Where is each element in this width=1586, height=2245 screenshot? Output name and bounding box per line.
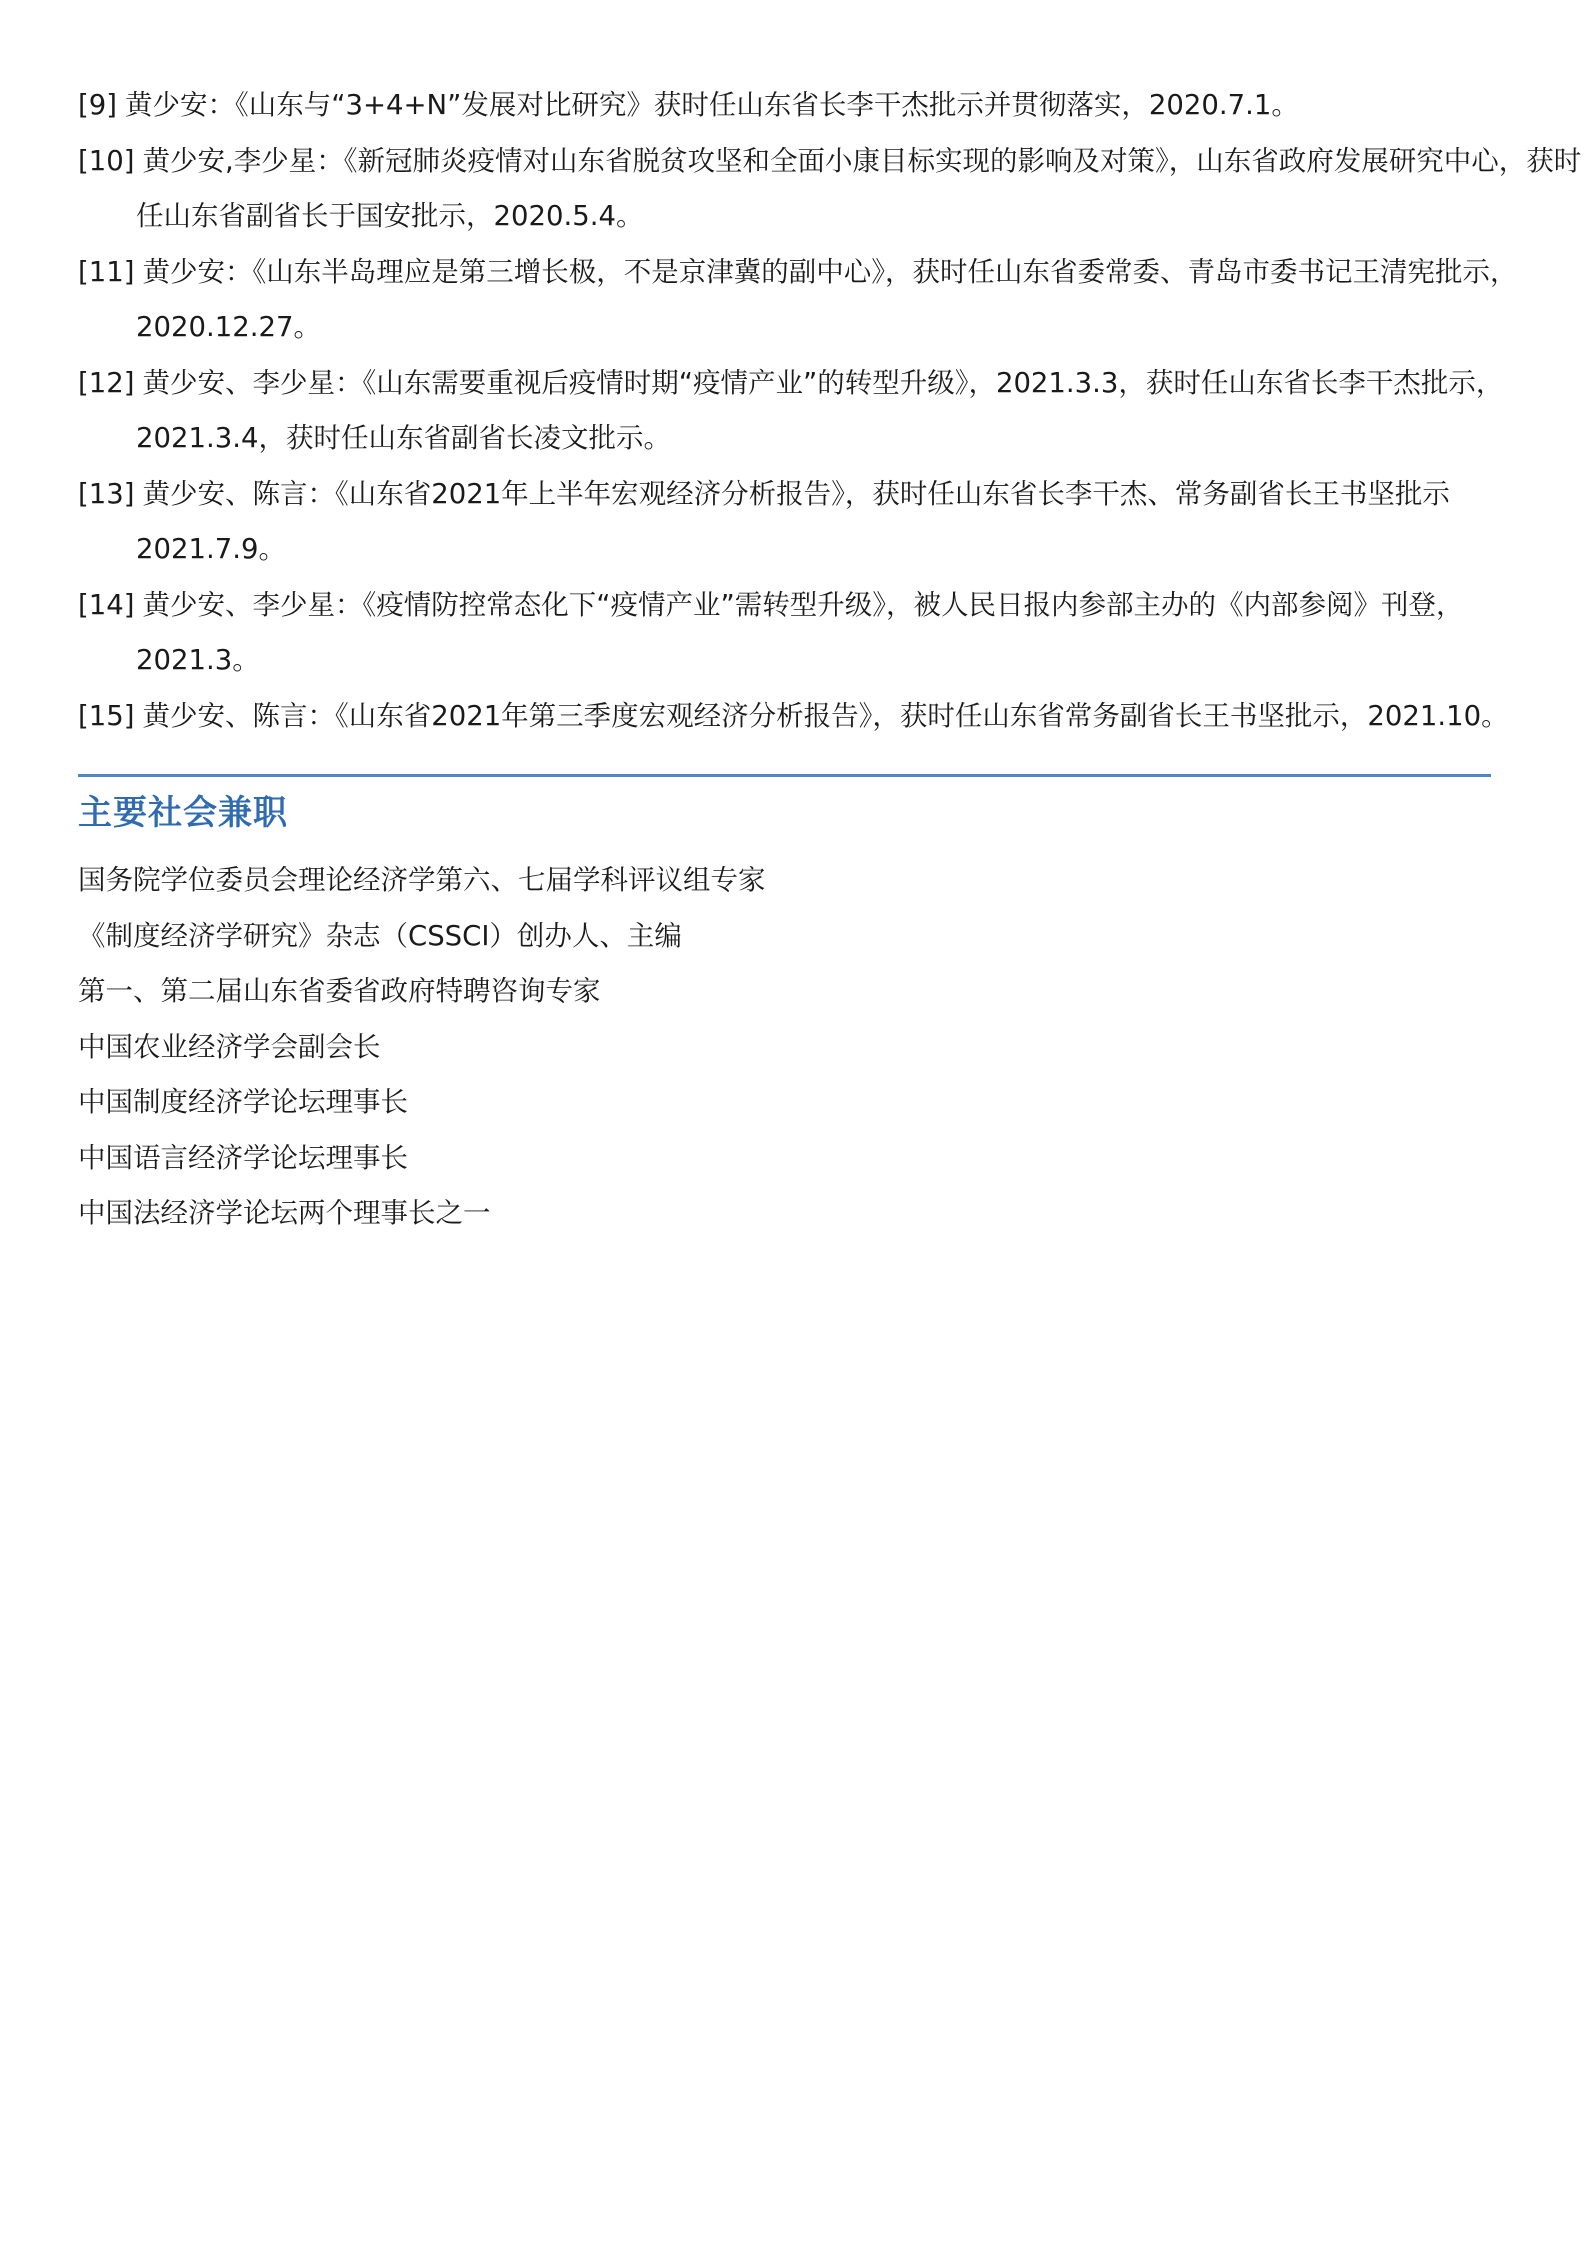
reference-number: [13] [78,477,135,510]
reference-text: 黄少安、陈言：《山东省2021年上半年宏观经济分析报告》，获时任山东省长李干杰、常务副省长王书坚批示2021.7.9。 [136,477,1450,565]
reference-text: 黄少安、李少星：《疫情防控常态化下“疫情产业”需转型升级》，被人民日报内参部主办的《内部参阅》刊登，2021.3。 [136,588,1464,676]
reference-number: [9] [78,89,117,121]
reference-text: 黄少安：《山东与“3+4+N”发展对比研究》获时任山东省长李干杰批示并贯彻落实，2020.7.1。 [124,89,1299,121]
section-divider [78,774,1491,777]
reference-item [78,356,1582,467]
reference-item [78,689,1582,745]
reference-text: 黄少安,李少星：《新冠肺炎疫情对山东省脱贫攻坚和全面小康目标实现的影响及对策》，山东省政府发展研究中心，获时任山东省副省长于国安批示，2020.5.4。 [136,144,1582,232]
reference-item [78,78,1582,134]
social-role-item: 国务院学位委员会理论经济学第六、七届学科评议组专家 [78,864,766,896]
social-role-item: 中国法经济学论坛两个理事长之一 [78,1197,491,1229]
reference-number: [12] [78,366,135,399]
reference-number: [15] [78,699,135,732]
reference-item [78,467,1582,578]
reference-number: [11] [78,255,135,288]
reference-number: [10] [78,144,135,177]
social-roles-list [78,853,1506,1242]
social-role-item: 中国制度经济学论坛理事长 [78,1086,408,1118]
reference-text: 黄少安、李少星：《山东需要重视后疫情时期“疫情产业”的转型升级》，2021.3.3，获时任山东省长李干杰批示，2021.3.4，获时任山东省副省长凌文批示。 [136,366,1504,454]
reference-item [78,578,1582,689]
social-role-item: 第一、第二届山东省委省政府特聘咨询专家 [78,975,601,1007]
reference-text: 黄少安、陈言：《山东省2021年第三季度宏观经济分析报告》，获时任山东省常务副省长王书坚批示，2021.10。 [142,699,1509,732]
social-role-item: 中国语言经济学论坛理事长 [78,1141,408,1174]
section-title-social-roles: 主要社会兼职 [78,793,288,833]
social-role-item: 中国农业经济学会副会长 [78,1030,381,1063]
reference-text: 黄少安：《山东半岛理应是第三增长极，不是京津冀的副中心》，获时任山东省委常委、青岛市委书记王清宪批示，2020.12.27。 [136,255,1518,343]
reference-number: [14] [78,588,135,621]
reference-item [78,134,1582,245]
reference-item [78,245,1582,356]
social-role-item: 《制度经济学研究》杂志（CSSCI）创办人、主编 [78,919,682,952]
reference-list [78,78,1582,744]
